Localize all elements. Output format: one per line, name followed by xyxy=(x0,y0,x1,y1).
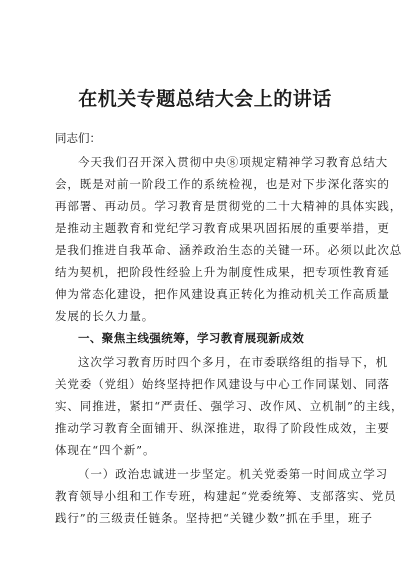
paragraph-line: 关党委（党组）始终坚持把作风建设与中心工作同谋划、同落 xyxy=(55,377,390,391)
paragraph-line: 这次学习教育历时四个多月，在市委联络组的指导下，机 xyxy=(78,355,388,369)
paragraph-line: 推动学习教育全面铺开、纵深推进，取得了阶段性成效，主要 xyxy=(55,421,390,435)
paragraph-line: 今天我们召开深入贯彻中央⑧项规定精神学习教育总结大 xyxy=(78,155,388,169)
paragraph-line: 是推动主题教育和党纪学习教育成果巩固拓展的重要举措，更 xyxy=(55,221,390,235)
paragraph-line: 践行”的三级责任链条。坚持把“关键少数”抓在手里，班子 xyxy=(55,511,373,525)
paragraph-line: 结为契机，把阶段性经验上升为制度性成果，把专项性教育延 xyxy=(55,265,390,279)
paragraph-line: 再部署、再动员。学习教育是贯彻党的二十大精神的具体实践， xyxy=(55,199,403,213)
paragraph-line: 实、同推进，紧扣“严责任、强学习、改作风、立机制”的主线， xyxy=(55,399,404,413)
paragraph-line: 教育领导小组和工作专班，构建起“党委统筹、支部落实、党员 xyxy=(55,489,397,503)
paragraph-line: 会，既是对前一阶段工作的系统检视，也是对下步深化落实的 xyxy=(55,177,390,191)
paragraph-line: 体现在“四个新”。 xyxy=(55,443,156,457)
paragraph-line: （一）政治忠诚进一步坚定。机关党委第一时间成立学习 xyxy=(78,467,388,481)
paragraph-line: 伸为常态化建设，把作风建设真正转化为推动机关工作高质量 xyxy=(55,287,390,301)
paragraph-line: 是我们推进自我革命、涵养政治生态的关键一环。必须以此次总 xyxy=(55,243,403,257)
salutation: 同志们： xyxy=(55,131,101,145)
paragraph-line: 发展的长久力量。 xyxy=(55,309,155,323)
document-title: 在机关专题总结大会上的讲话 xyxy=(78,88,332,110)
section-heading: 一、聚焦主线强统筹，学习教育展现新成效 xyxy=(78,331,305,345)
